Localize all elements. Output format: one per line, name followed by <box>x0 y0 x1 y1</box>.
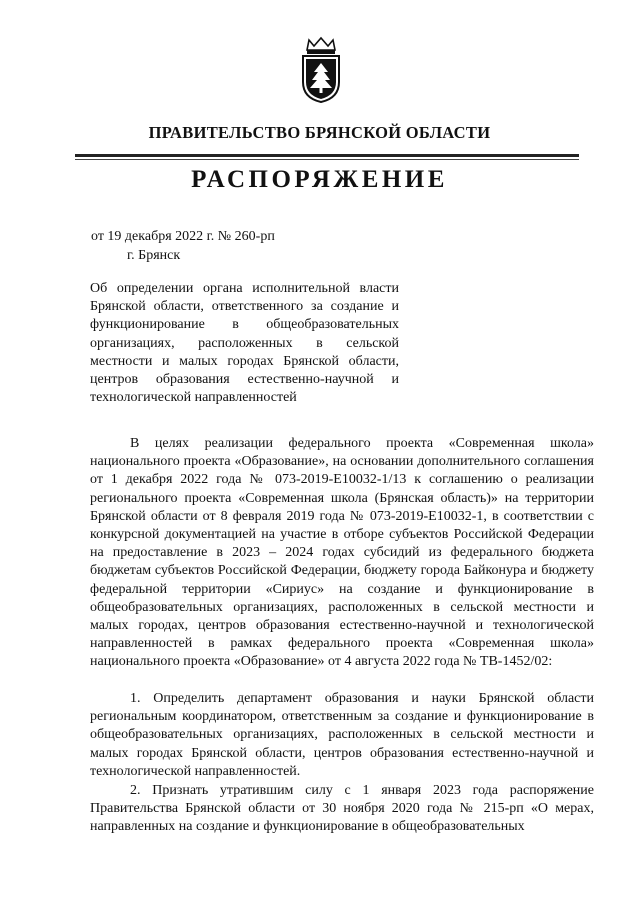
organization-name: ПРАВИТЕЛЬСТВО БРЯНСКОЙ ОБЛАСТИ <box>148 123 491 142</box>
coat-of-arms-icon <box>299 36 343 104</box>
header-divider-thin <box>75 159 579 160</box>
body-item-1: 1. Определить департамент образования и науки Брянской области региональным координатором, ответственным за создание и функционирование в общеобразовательных организациях, расположенных в сельской местности и малых городах Брянской области, центров образования естественно-научной и технологической направленностей. <box>90 691 594 779</box>
document-type: РАСПОРЯЖЕНИЕ <box>191 166 448 193</box>
body-intro-paragraph: В целях реализации федерального проекта «Современная школа» национального проекта «Образование», на основании дополнительного соглашения от 1 декабря 2022 года № 073-2019-Е10032-1/13 к соглашению о реализации регионального проекта «Современная школа (Брянская область)» на территории Брянской области от 8 февраля 2019 года № 073-2019-Е10032-1, в соответствии с конкурсной документацией на участие в отборе субъектов Российской Федерации на предоставление в 2023 – 2024 годах субсидий из федерального бюджета бюджетам субъектов Российской Федерации, бюджету города Байконура и бюджету федеральной территории «Сириус» на создание и функционирование в общеобразовательных организациях, расположенных в сельской местности и малых городах, центров образования естественно-научной и технологической направленностей в рамках федерального проекта «Современная школа» национального проекта «Образование» от 4 августа 2022 года № ТВ-1452/02: <box>90 436 594 670</box>
document-city: г. Брянск <box>127 248 181 263</box>
header-divider <box>75 154 579 157</box>
document-date-number: от 19 декабря 2022 г. № 260-рп <box>91 229 275 244</box>
document-subject: Об определении органа исполнительной власти Брянской области, ответственного за создание и функционирование в общеобразовательных организациях, расположенных в сельской местности и малых городах Брянской области, центров образования естественно-научной и технологической направленностей <box>90 281 399 406</box>
body-item-2: 2. Признать утратившим силу с 1 января 2023 года распоряжение Правительства Брянской области от 30 ноября 2020 года № 215-рп «О мерах, направленных на создание и функционирование в общеобразовательных <box>90 783 594 835</box>
